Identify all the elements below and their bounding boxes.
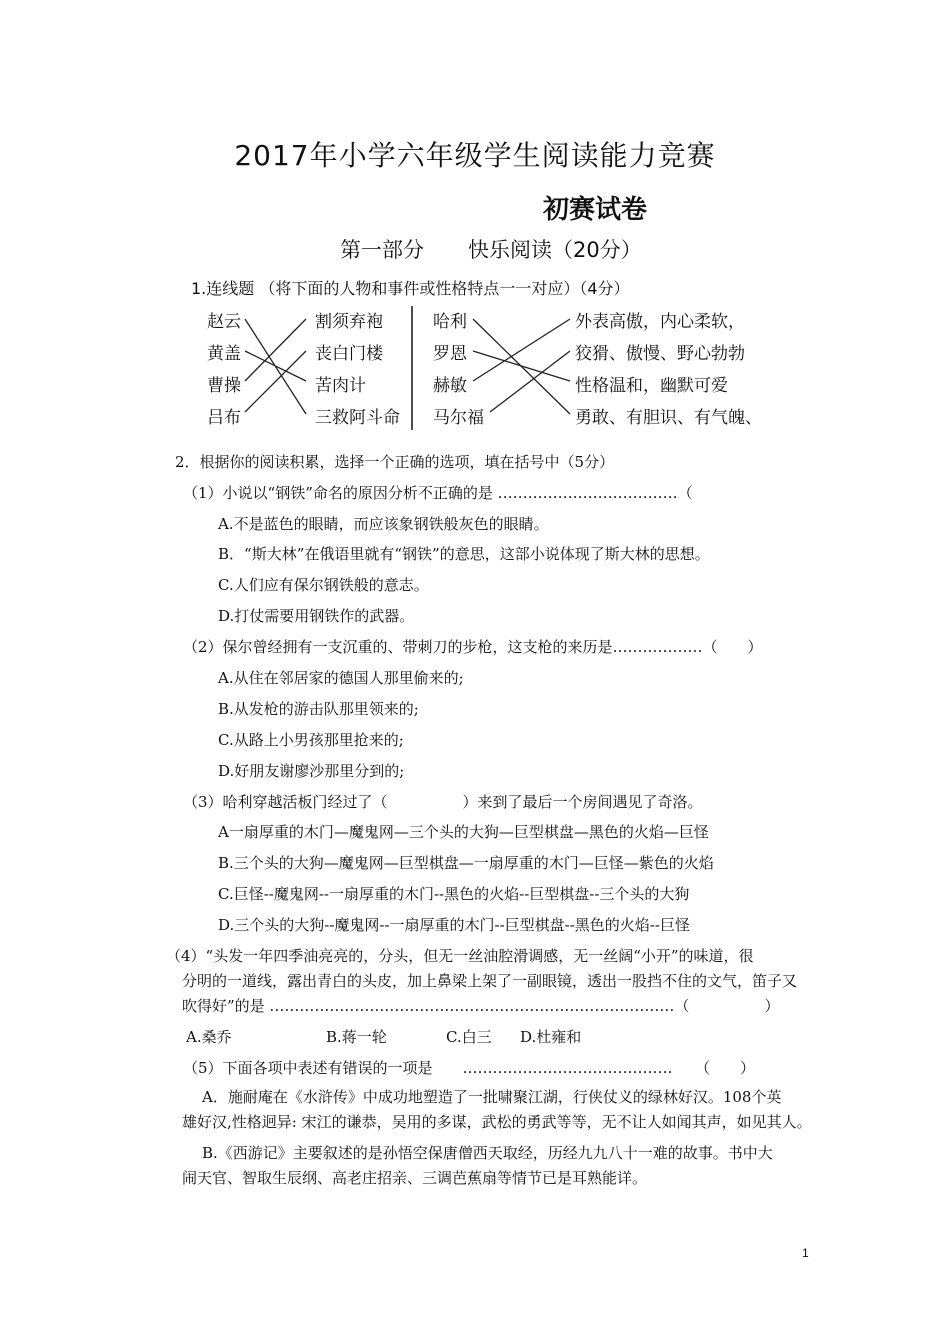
q2-4-option-b: B.蒋一轮	[326, 1028, 387, 1046]
match-item: 哈利	[433, 312, 467, 332]
match-item: 外表高傲，内心柔软，	[575, 312, 745, 332]
q2-5-option-a-line: 雄好汉,性格迥异: 宋江的谦恭，吴用的多谋，武松的勇武等等，无不让人如闻其声，如见其人。	[182, 1113, 812, 1131]
connector-line	[473, 351, 570, 381]
q2-2-stem: （2）保尔曾经拥有一支沉重的、带刺刀的步枪，这支枪的来历是………………（ ）	[183, 638, 763, 656]
match-item: 罗恩	[433, 344, 467, 364]
match-item: 曹操	[207, 376, 241, 396]
match-item: 马尔福	[433, 408, 484, 428]
q1-prompt: 1.连线题 （将下面的人物和事件或性格特点一一对应）（4分）	[191, 279, 630, 298]
q2-prompt: 2．根据你的阅读积累，选择一个正确的选项，填在括号中（5分）	[175, 453, 615, 471]
match-item: 黄盖	[207, 344, 241, 364]
connector-line	[245, 319, 306, 381]
q2-2-option-a: A.从住在邻居家的德国人那里偷来的;	[218, 669, 464, 687]
connector-line	[245, 351, 306, 412]
match-item: 三救阿斗命	[315, 408, 400, 428]
q2-2-option-d: D.好朋友谢廖沙那里分到的;	[218, 762, 405, 780]
match-item: 性格温和，幽默可爱	[575, 376, 728, 396]
q2-1-option-c: C.人们应有保尔钢铁般的意志。	[218, 576, 429, 594]
q2-5-stem: （5）下面各项中表述有错误的一项是 …………………………………… （ ）	[183, 1059, 756, 1077]
match-item: 赵云	[207, 312, 241, 332]
q2-3-option-c: C.巨怪--魔鬼网--一扇厚重的木门--黑色的火焰--巨型棋盘--三个头的大狗	[218, 885, 690, 903]
q2-3-option-b: B.三个头的大狗—魔鬼网—巨型棋盘—一扇厚重的木门—巨怪—紫色的火焰	[218, 854, 714, 872]
match-item: 苦肉计	[315, 376, 366, 396]
q2-3-option-d: D.三个头的大狗--魔鬼网--一扇厚重的木门--巨型棋盘--黑色的火焰--巨怪	[218, 916, 690, 934]
q2-4-line: 吹得好”的是 ………………………………………………………………………（ ）	[182, 997, 780, 1015]
q2-5-option-b-line: B.《西游记》主要叙述的是孙悟空保唐僧西天取经，历经九九八十一难的故事。书中大	[202, 1144, 773, 1162]
match-item: 勇敢、有胆识、有气魄、	[575, 408, 762, 428]
q2-4-option-a: A.桑乔	[186, 1028, 232, 1046]
page-subtitle: 初赛试卷	[543, 195, 648, 225]
q2-1-option-b: B．“斯大林”在俄语里就有“钢铁”的意思，这部小说体现了斯大林的思想。	[218, 545, 710, 563]
section-name: 第一部分	[340, 238, 424, 262]
q2-1-option-a: A.不是蓝色的眼睛，而应该象钢铁般灰色的眼睛。	[218, 515, 549, 533]
q2-2-option-b: B.从发枪的游击队那里领来的;	[218, 700, 419, 718]
match-item: 赫敏	[433, 376, 467, 396]
q2-3-option-a: A一扇厚重的木门—魔鬼网—三个头的大狗—巨型棋盘—黑色的火焰—巨怪	[218, 823, 709, 841]
section-label: 快乐阅读（20分）	[468, 238, 642, 262]
q2-4-option-c: C.白三	[446, 1028, 492, 1046]
match-item: 吕布	[207, 408, 241, 428]
page-title: 2017年小学六年级学生阅读能力竞赛	[234, 139, 716, 172]
q2-5-option-a-line: A．施耐庵在《水浒传》中成功地塑造了一批啸聚江湖，行侠仗义的绿林好汉。108个英	[202, 1088, 782, 1106]
match-item: 割须弃袍	[315, 312, 383, 332]
q2-4-line: 分明的一道线，露出青白的头皮，加上鼻梁上架了一副眼镜，透出一股挡不住的文气，笛子又	[182, 972, 798, 990]
q2-1-stem: （1）小说以“钢铁”命名的原因分析不正确的是 ………………………………（	[183, 484, 693, 502]
page-number: 1	[802, 1246, 809, 1260]
match-item: 丧白门楼	[315, 344, 383, 364]
q2-5-option-b-line: 闹天官、智取生辰纲、高老庄招亲、三调芭蕉扇等情节已是耳熟能详。	[182, 1169, 648, 1187]
connector-line	[473, 319, 570, 381]
q2-4-line: （4）“头发一年四季油亮亮的，分头，但无一丝油腔滑调感，无一丝阔“小开”的味道，很	[166, 947, 754, 965]
match-item: 狡猾、傲慢、野心勃勃	[575, 344, 745, 364]
q2-4-option-d: D.杜雍和	[520, 1028, 582, 1046]
q2-1-option-d: D.打仗需要用钢铁作的武器。	[218, 607, 415, 625]
q2-2-option-c: C.从路上小男孩那里抢来的;	[218, 731, 404, 749]
q2-3-stem: （3）哈利穿越活板门经过了（ ）来到了最后一个房间遇见了奇洛。	[183, 793, 703, 811]
connector-line	[245, 351, 306, 381]
